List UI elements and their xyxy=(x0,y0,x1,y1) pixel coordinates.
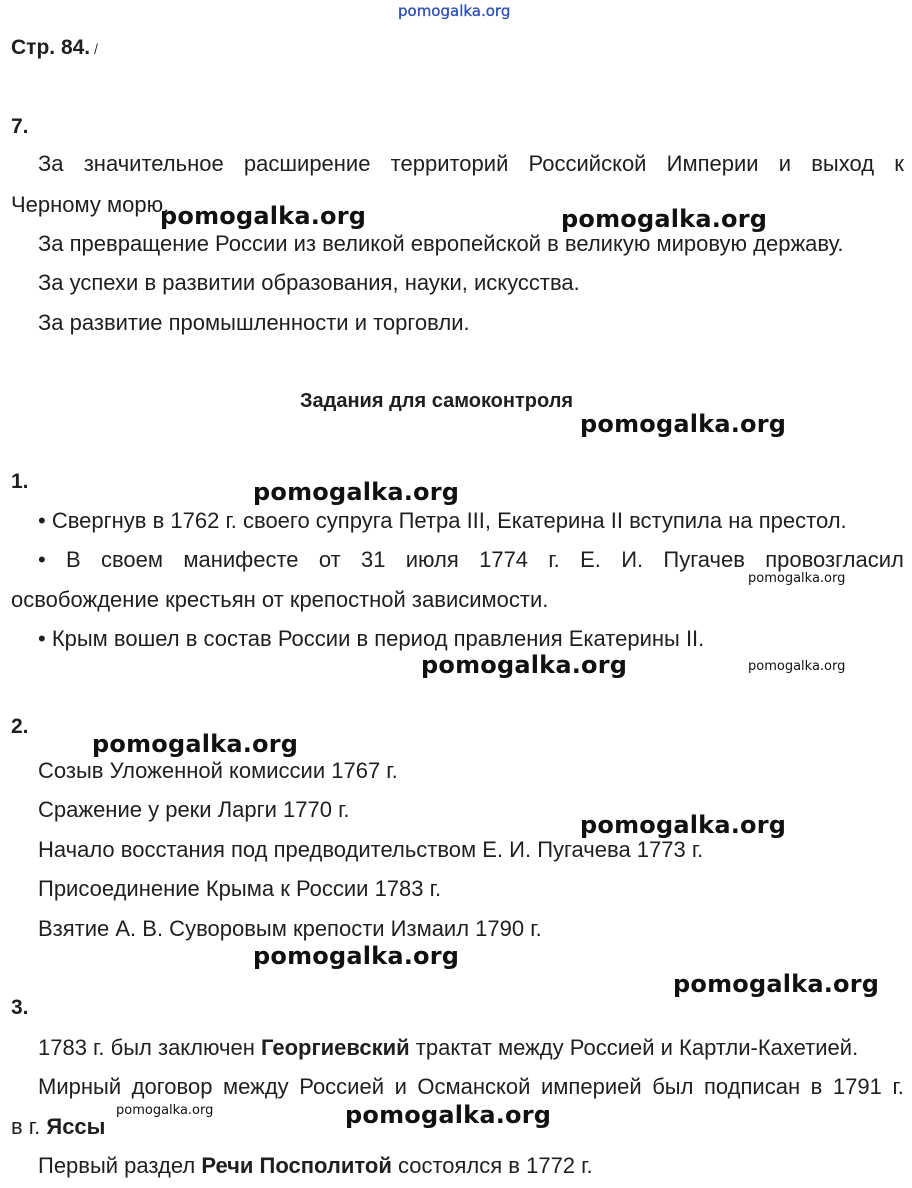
q2-number: 2. xyxy=(11,715,29,738)
word: между xyxy=(223,1074,289,1099)
word: был xyxy=(652,1074,694,1099)
word: За xyxy=(38,151,64,176)
word: Мирный xyxy=(38,1074,122,1099)
watermark: pomogalka.org xyxy=(253,478,460,506)
q1-item2-line1 xyxy=(38,547,904,573)
q7-number: 7. xyxy=(11,115,29,138)
q3-sentence1 xyxy=(38,1035,858,1061)
q7-line1-words xyxy=(38,151,904,177)
watermark: pomogalka.org xyxy=(160,202,367,230)
word: территорий xyxy=(390,151,509,176)
word: империей xyxy=(541,1074,642,1099)
word: июля xyxy=(405,547,459,572)
q1-item2-words xyxy=(38,547,904,573)
q7-line2: Черному морю. xyxy=(11,192,170,217)
q1-item2-line2: освобождение крестьян от крепостной зависимости. xyxy=(11,587,549,612)
q3-s2-words xyxy=(38,1074,904,1100)
watermark-small: pomogalka.org xyxy=(116,1103,214,1118)
page-label xyxy=(11,36,96,60)
q1-item1: • Свергнув в 1762 г. своего супруга Петра III, Екатерина II вступила на престол. xyxy=(38,508,847,533)
q1-item3: • Крым вошел в состав России в период правления Екатерины II. xyxy=(38,626,705,651)
watermark-top: pomogalka.org xyxy=(398,2,511,20)
watermark: pomogalka.org xyxy=(580,410,787,438)
word: подписан xyxy=(704,1074,801,1099)
word: расширение xyxy=(243,151,371,176)
q2-item: Присоединение Крыма к России 1783 г. xyxy=(38,876,442,901)
word: выход xyxy=(811,151,875,176)
section-title: Задания для самоконтроля xyxy=(300,390,574,412)
watermark-small: pomogalka.org xyxy=(748,659,846,674)
q7-line1 xyxy=(38,151,904,177)
word: Османской xyxy=(417,1074,531,1099)
q3-s3-pre: Первый раздел xyxy=(38,1153,202,1178)
watermark-small: pomogalka.org xyxy=(748,571,846,586)
watermark: pomogalka.org xyxy=(673,970,880,998)
q3-s1-post: трактат между Россией и Картли-Кахетией. xyxy=(409,1035,859,1060)
word: значительное xyxy=(83,151,224,176)
word: Империи xyxy=(666,151,759,176)
watermark: pomogalka.org xyxy=(253,942,460,970)
word: Россией xyxy=(299,1074,384,1099)
word: 1791 xyxy=(832,1074,882,1099)
q2-item: Созыв Уложенной комиссии 1767 г. xyxy=(38,758,398,783)
word: договор xyxy=(131,1074,213,1099)
q7-line3: За превращение России из великой европейской в великую мировую державу. xyxy=(38,231,844,256)
word: провозгласил xyxy=(765,547,904,572)
watermark: pomogalka.org xyxy=(421,651,628,679)
word: Российской xyxy=(528,151,647,176)
word: 31 xyxy=(360,547,386,572)
q3-s1-bold: Георгиевский xyxy=(261,1035,410,1060)
q3-sentence2-line2 xyxy=(11,1114,105,1140)
word: Е. xyxy=(580,547,601,572)
word: Пугачев xyxy=(663,547,745,572)
q7-line5: За развитие промышленности и торговли. xyxy=(38,310,470,335)
q3-s3-bold: Речи Посполитой xyxy=(201,1153,392,1178)
q3-s1-pre: 1783 г. был заключен xyxy=(38,1035,261,1060)
word: И. xyxy=(621,547,644,572)
q2-item: Взятие А. В. Суворовым крепости Измаил 1790 г. xyxy=(38,916,542,941)
word: В xyxy=(66,547,81,572)
q3-sentence3 xyxy=(38,1153,593,1179)
word: своем xyxy=(100,547,164,572)
word: в xyxy=(810,1074,823,1099)
q3-s3-post: состоялся в 1772 г. xyxy=(391,1153,593,1178)
word: 1774 xyxy=(479,547,529,572)
word: г. xyxy=(548,547,560,572)
q3-s2-bold: Яссы xyxy=(46,1114,106,1139)
watermark: pomogalka.org xyxy=(580,811,787,839)
q2-item: Начало восстания под предводительством Е. И. Пугачева 1773 г. xyxy=(38,837,704,862)
q1-number: 1. xyxy=(11,470,29,493)
q2-item: Сражение у реки Ларги 1770 г. xyxy=(38,797,350,822)
word: манифесте xyxy=(183,547,299,572)
q3-number: 3. xyxy=(11,996,29,1019)
word: и xyxy=(394,1074,407,1099)
watermark: pomogalka.org xyxy=(561,205,768,233)
page-number: Стр. 84. xyxy=(11,36,91,59)
word: г. xyxy=(892,1074,904,1099)
word: • xyxy=(38,547,46,572)
watermark: pomogalka.org xyxy=(345,1101,552,1129)
word: к xyxy=(894,151,904,176)
watermark: pomogalka.org xyxy=(92,730,299,758)
q3-sentence2-line1 xyxy=(38,1074,904,1100)
word: от xyxy=(318,547,341,572)
q3-s2-pre: в г. xyxy=(11,1114,47,1139)
q7-line4: За успехи в развитии образования, науки, искусства. xyxy=(38,270,580,295)
word: и xyxy=(778,151,792,176)
